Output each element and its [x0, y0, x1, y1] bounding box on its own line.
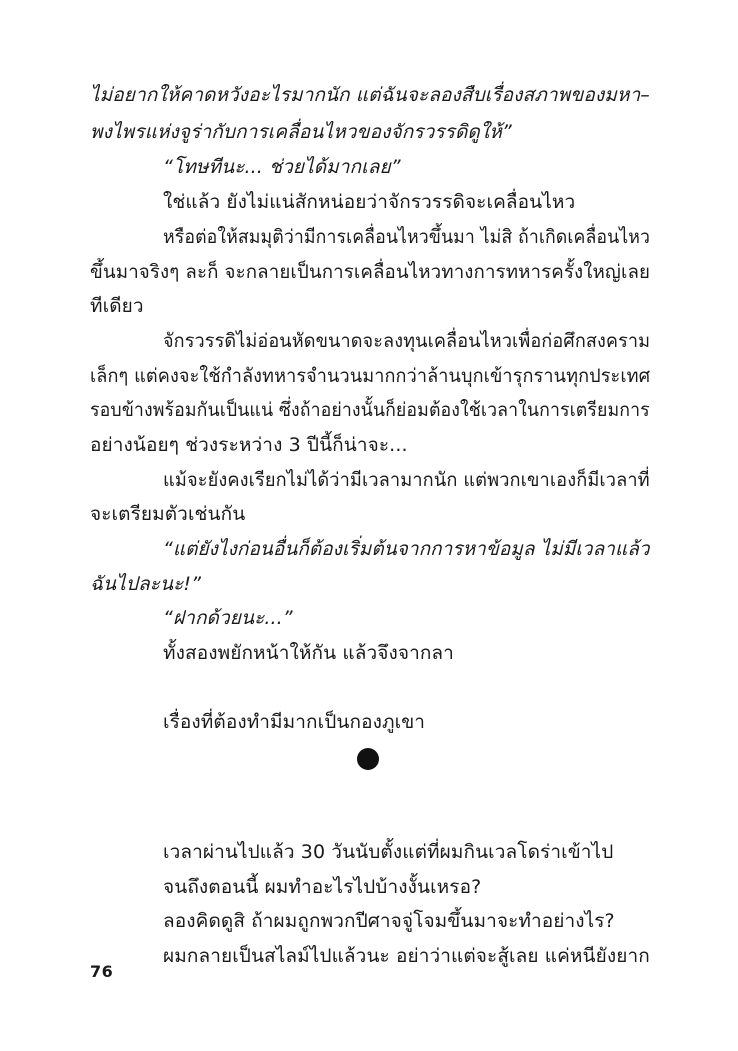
text-line: อย่างน้อยๆ ช่วงระหว่าง 3 ปีนี้ก็น่าจะ... — [90, 434, 408, 456]
text-line: จะเตรียมตัวเช่นกัน — [90, 503, 246, 525]
text-line: “แต่ยังไงก่อนอื่นก็ต้องเริ่มต้นจากการหาข้อมูล ไม่มีเวลาแล้ว — [163, 538, 650, 560]
text-line: ผมกลายเป็นสไลม์ไปแล้วนะ อย่าว่าแต่จะสู้เลย แค่หนียังยาก — [163, 945, 650, 967]
text-line: “ฝากด้วยนะ...” — [163, 607, 293, 629]
text-line: พงไพรแห่งจูร่ากับการเคลื่อนไหวของจักรวรรดิดูให้” — [90, 121, 512, 143]
text-line: เรื่องที่ต้องทำมีมากเป็นกองภูเขา — [163, 711, 426, 733]
text-line: ไม่อยากให้คาดหวังอะไรมากนัก แต่ฉันจะลองสืบเรื่องสภาพของมหา– — [90, 84, 650, 106]
page-number: 76 — [90, 962, 114, 981]
text-line: เล็กๆ แต่คงจะใช้กำลังทหารจำนวนมากกว่าล้านบุกเข้ารุกรานทุกประเทศ — [90, 365, 651, 387]
text-line: จักรวรรดิไม่อ่อนหัดขนาดจะลงทุนเคลื่อนไหวเพื่อก่อศึกสงคราม — [163, 330, 651, 352]
text-line: จนถึงตอนนี้ ผมทำอะไรไปบ้างงั้นเหรอ? — [163, 876, 482, 898]
text-line: แม้จะยังคงเรียกไม่ได้ว่ามีเวลามากนัก แต่พวกเขาเองก็มีเวลาที่ — [163, 469, 650, 491]
text-line: เวลาผ่านไปแล้ว 30 วันนับตั้งแต่ที่ผมกินเวลโดร่าเข้าไป — [163, 841, 614, 863]
section-break-dot — [357, 748, 379, 770]
text-line: ใช่แล้ว ยังไม่แน่สักหน่อยว่าจักรวรรดิจะเคลื่อนไหว — [163, 191, 576, 213]
text-line: ขึ้นมาจริงๆ ละก็ จะกลายเป็นการเคลื่อนไหวทางการทหารครั้งใหญ่เลย — [90, 261, 651, 283]
text-line: “โทษทีนะ... ช่วยได้มากเลย” — [163, 156, 401, 178]
text-line: รอบข้างพร้อมกันเป็นแน่ ซึ่งถ้าอย่างนั้นก็ย่อมต้องใช้เวลาในการเตรียมการ — [90, 399, 650, 421]
text-line: ฉันไปละนะ!” — [90, 573, 202, 595]
text-line: ลองคิดดูสิ ถ้าผมถูกพวกปีศาจจู่โจมขึ้นมาจะทำอย่างไร? — [163, 910, 615, 932]
text-line: ทีเดียว — [90, 295, 144, 317]
text-line: หรือต่อให้สมมุติว่ามีการเคลื่อนไหวขึ้นมา ไม่สิ ถ้าเกิดเคลื่อนไหว — [163, 226, 651, 248]
text-line: ทั้งสองพยักหน้าให้กัน แล้วจึงจากลา — [163, 642, 454, 664]
